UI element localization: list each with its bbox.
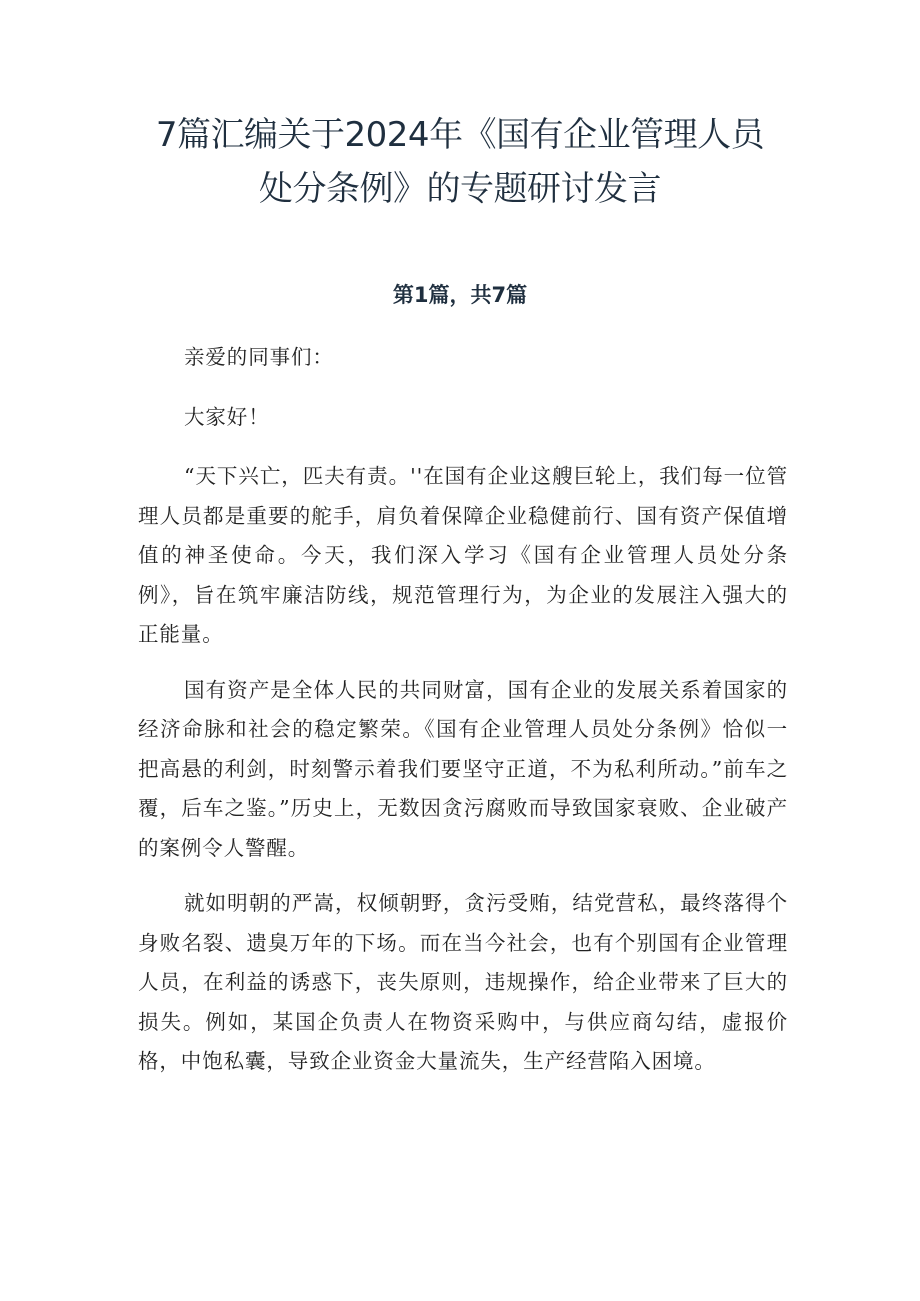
title-line-1: 7篇汇编关于2024年《国有企业管理人员 bbox=[155, 115, 765, 155]
title-line-2: 处分条例》的专题研讨发言 bbox=[259, 169, 661, 209]
greeting: 大家好！ bbox=[184, 404, 270, 429]
paragraph-3: 就如明朝的严嵩，权倾朝野，贪污受贿，结党营私，最终落得个身败名裂、遗臭万年的下场。而在当今社会，也有个别国有企业管理人员，在利益的诱惑下，丧失原则，违规操作，给企业带来了巨大的损失。例如，某国企负责人在物资采购中，与供应商勾结，虚报价格，中饱私囊，导致企业资金大量流失，生产经营陷入困境。 bbox=[138, 891, 788, 1073]
salutation: 亲爱的同事们： bbox=[184, 345, 334, 369]
paragraph-2: 国有资产是全体人民的共同财富，国有企业的发展关系着国家的经济命脉和社会的稳定繁荣。《国有企业管理人员处分条例》恰似一把高悬的利剑，时刻警示着我们要坚守正道，不为私利所动。”前车之覆，后车之鉴。”历史上，无数因贪污腐败而导致国家衰败、企业破产的案例令人警醒。 bbox=[138, 677, 788, 860]
document-title bbox=[100, 108, 820, 216]
paragraph-1: “天下兴亡，匹夫有责。''在国有企业这艘巨轮上，我们每一位管理人员都是重要的舵手，肩负着保障企业稳健前行、国有资产保值增值的神圣使命。今天，我们深入学习《国有企业管理人员处分条例》，旨在筑牢廉洁防线，规范管理行为，为企业的发展注入强大的正能量。 bbox=[138, 464, 788, 646]
document-body bbox=[138, 338, 788, 1098]
section-heading: 第1篇，共7篇 bbox=[392, 283, 528, 307]
